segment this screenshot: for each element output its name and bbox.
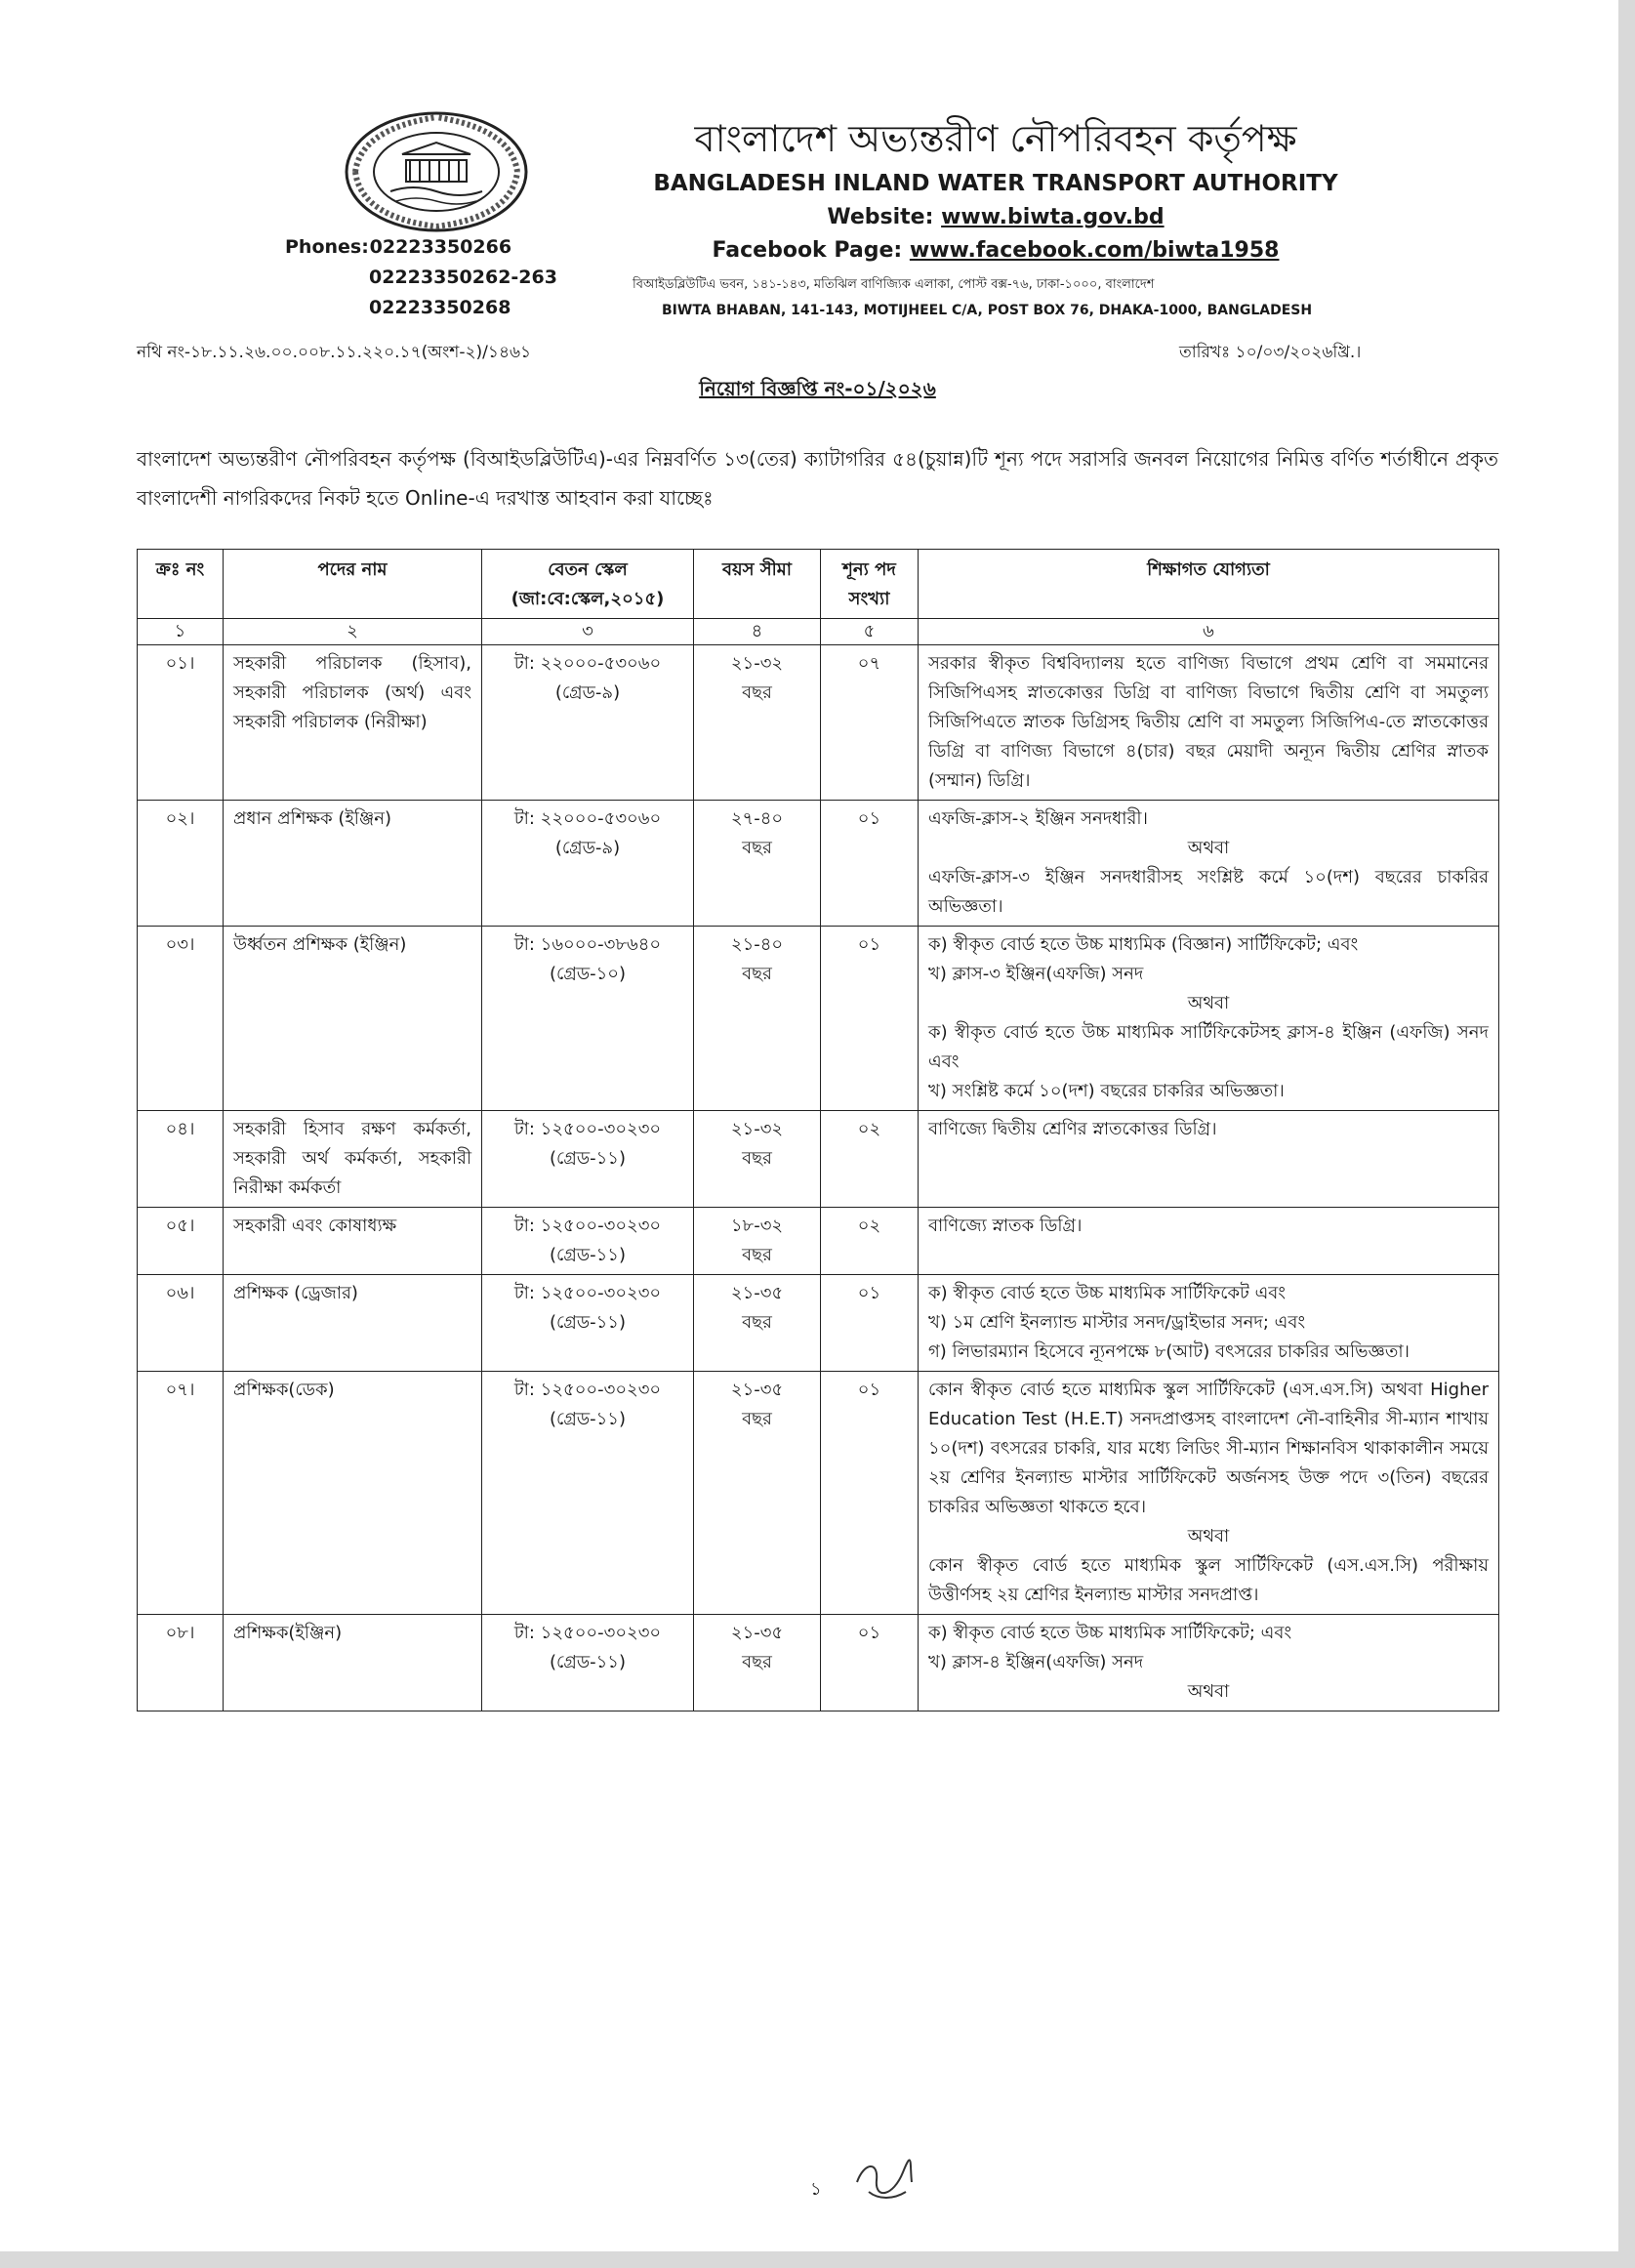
age-range: ২১-৩৫ — [730, 1283, 784, 1303]
age-unit: বছর — [742, 964, 772, 984]
grade: (গ্রেড-১১) — [550, 1148, 626, 1169]
table-row — [138, 1372, 1499, 1615]
facebook-link[interactable]: www.facebook.com/biwta1958 — [909, 238, 1280, 263]
cell-sl: ০১। — [138, 645, 224, 801]
cell-pay-scale — [482, 1372, 694, 1615]
qualification-line: খ) ক্লাস-৩ ইঞ্জিন(এফজি) সনদ — [928, 964, 1144, 984]
grade: (গ্রেড-১১) — [550, 1652, 626, 1672]
cell-sl: ০৮। — [138, 1615, 224, 1711]
qualification-line: কোন স্বীকৃত বোর্ড হতে মাধ্যমিক স্কুল সার্টিফিকেট (এস.এস.সি) পরীক্ষায় উত্তীর্ণসহ ২য় শ্রেণির ইনল্যান্ড মাস্টার সনদপ্রাপ্ত। — [928, 1555, 1489, 1605]
cell-qualification — [919, 1208, 1499, 1275]
cell-qualification — [919, 927, 1499, 1111]
qualification-line: কোন স্বীকৃত বোর্ড হতে মাধ্যমিক স্কুল সার্টিফিকেট (এস.এস.সি) অথবা Higher Education Test (H.E.T) সনদপ্রাপ্তসহ বাংলাদেশ নৌ-বাহিনীর সী-ম্যান শাখায় ১০(দশ) বৎসরের চাকরি, যার মধ্যে লিডিং সী-ম্যান শিক্ষানবিস থাকাকালীন সময়ে ২য় শ্রেণির ইনল্যান্ড মাস্টার সার্টিফিকেট অর্জনসহ উক্ত পদে ৩(তিন) বছরের চাকরির অভিজ্ঞতা থাকতে হবে। — [928, 1380, 1489, 1517]
cell-post: প্রধান প্রশিক্ষক (ইঞ্জিন) — [224, 801, 482, 927]
cell-vacancy: ০৭ — [821, 645, 919, 801]
cell-post: উর্ধ্বতন প্রশিক্ষক (ইঞ্জিন) — [224, 927, 482, 1111]
grade: (গ্রেড-৯) — [554, 682, 621, 703]
cell-pay-scale — [482, 1111, 694, 1208]
page-number: ১ — [810, 2179, 822, 2200]
facebook-line — [644, 234, 1347, 268]
cell-pay-scale — [482, 1275, 694, 1372]
website-label: Website: — [827, 205, 934, 229]
age-unit: বছর — [742, 838, 772, 858]
header-vacancy: শূন্য পদ সংখ্যা — [821, 550, 919, 619]
biwta-seal-logo — [342, 109, 532, 234]
column-number: ৫ — [821, 619, 919, 645]
grade: (গ্রেড-১০) — [550, 964, 626, 984]
cell-age — [694, 927, 821, 1111]
cell-pay-scale — [482, 927, 694, 1111]
header-post: পদের নাম — [224, 550, 482, 619]
phone-number: 02223350266 — [369, 236, 512, 258]
age-unit: বছর — [742, 682, 772, 703]
pay-range: টা: ১২৫০০-৩০২৩০ — [513, 1380, 662, 1400]
scan-edge-right — [1618, 0, 1635, 2268]
scan-edge-bottom — [0, 2251, 1635, 2268]
qualification-line: অথবা — [1187, 838, 1230, 858]
grade: (গ্রেড-১১) — [550, 1245, 626, 1265]
cell-post: সহকারী এবং কোষাধ্যক্ষ — [224, 1208, 482, 1275]
cell-pay-scale — [482, 1208, 694, 1275]
age-range: ২১-৩২ — [730, 1119, 784, 1139]
facebook-label: Facebook Page: — [712, 238, 903, 263]
cell-vacancy: ০১ — [821, 1615, 919, 1711]
website-line — [644, 201, 1347, 234]
qualification-line: খ) সংশ্লিষ্ট কর্মে ১০(দশ) বছরের চাকরির অভিজ্ঞতা। — [928, 1081, 1285, 1101]
table-row — [138, 1111, 1499, 1208]
circular-title: নিয়োগ বিজ্ঞপ্তি নং-০১/২০২৬ — [699, 377, 936, 400]
cell-age — [694, 645, 821, 801]
phone-number: 02223350268 — [369, 297, 511, 318]
phone-number: 02223350262-263 — [369, 267, 557, 288]
header-sl: ক্রঃ নং — [138, 550, 224, 619]
intro-paragraph: বাংলাদেশ অভ্যন্তরীণ নৌপরিবহন কর্তৃপক্ষ (বিআইডব্লিউটিএ)-এর নিম্নবর্ণিত ১৩(তের) ক্যাটাগরির ৫৪(চুয়ান্ন)টি শূন্য পদে সরাসরি জনবল নিয়োগের নিমিত্ত বর্ণিত শর্তাধীনে প্রকৃত বাংলাদেশী নাগরিকদের নিকট হতে Online-এ দরখাস্ত আহবান করা যাচ্ছেঃ — [137, 447, 1498, 510]
cell-post: প্রশিক্ষক(ইঞ্জিন) — [224, 1615, 482, 1711]
pay-range: টা: ২২০০০-৫৩০৬০ — [513, 808, 662, 829]
cell-pay-scale — [482, 645, 694, 801]
age-range: ২১-৩৫ — [730, 1623, 784, 1643]
qualification-line: ক) স্বীকৃত বোর্ড হতে উচ্চ মাধ্যমিক সার্টিফিকেট এবং — [928, 1283, 1287, 1303]
table-row — [138, 1275, 1499, 1372]
cell-post: সহকারী পরিচালক (হিসাব), সহকারী পরিচালক (অর্থ) এবং সহকারী পরিচালক (নিরীক্ষা) — [224, 645, 482, 801]
age-range: ২১-৩৫ — [730, 1380, 784, 1400]
cell-qualification — [919, 1111, 1499, 1208]
age-range: ২১-৪০ — [730, 934, 784, 955]
grade: (গ্রেড-৯) — [554, 838, 621, 858]
vacancy-table — [137, 549, 1499, 1711]
cell-age — [694, 1615, 821, 1711]
cell-qualification — [919, 1275, 1499, 1372]
cell-age — [694, 1208, 821, 1275]
age-unit: বছর — [742, 1245, 772, 1265]
cell-vacancy: ০১ — [821, 1372, 919, 1615]
cell-sl: ০৩। — [138, 927, 224, 1111]
address-bangla: বিআইডব্লিউটিএ ভবন, ১৪১-১৪৩, মতিঝিল বাণিজ্যিক এলাকা, পোস্ট বক্স-৭৬, ঢাকা-১০০০, বাংলাদেশ — [633, 277, 1155, 292]
grade: (গ্রেড-১১) — [550, 1312, 626, 1333]
cell-vacancy: ০২ — [821, 1111, 919, 1208]
cell-sl: ০২। — [138, 801, 224, 927]
qualification-line: অথবা — [1187, 993, 1230, 1013]
phone-block — [285, 232, 557, 323]
pay-range: টা: ১২৫০০-৩০২৩০ — [513, 1216, 662, 1236]
qualification-line: গ) লিভারম্যান হিসেবে ন্যূনপক্ষে ৮(আট) বৎসরের চাকরির অভিজ্ঞতা। — [928, 1341, 1410, 1362]
cell-pay-scale — [482, 801, 694, 927]
org-name-english: BANGLADESH INLAND WATER TRANSPORT AUTHORITY — [653, 171, 1338, 196]
age-range: ২৭-৪০ — [730, 808, 784, 829]
table-row — [138, 927, 1499, 1111]
column-number: ৪ — [694, 619, 821, 645]
header-qualification: শিক্ষাগত যোগ্যতা — [919, 550, 1499, 619]
cell-sl: ০৬। — [138, 1275, 224, 1372]
qualification-line: ক) স্বীকৃত বোর্ড হতে উচ্চ মাধ্যমিক সার্টিফিকেটসহ ক্লাস-৪ ইঞ্জিন (এফজি) সনদ এবং — [928, 1022, 1489, 1072]
cell-age — [694, 1372, 821, 1615]
cell-age — [694, 1111, 821, 1208]
pay-range: টা: ১২৫০০-৩০২৩০ — [513, 1623, 662, 1643]
qualification-line: অথবা — [1187, 1526, 1230, 1546]
cell-vacancy: ০১ — [821, 1275, 919, 1372]
cell-vacancy: ০২ — [821, 1208, 919, 1275]
address-english: BIWTA BHABAN, 141-143, MOTIJHEEL C/A, POST BOX 76, DHAKA-1000, BANGLADESH — [662, 303, 1313, 318]
cell-pay-scale — [482, 1615, 694, 1711]
phones-label: Phones: — [285, 236, 369, 258]
letterhead — [644, 115, 1347, 268]
qualification-line: সরকার স্বীকৃত বিশ্ববিদ্যালয় হতে বাণিজ্য বিভাগে প্রথম শ্রেণি বা সমমানের সিজিপিএসহ স্নাতকোত্তর ডিগ্রি বা বাণিজ্য বিভাগে দ্বিতীয় শ্রেণি বা সমতুল্য সিজিপিএতে স্নাতক ডিগ্রিসহ দ্বিতীয় শ্রেণি বা সমতুল্য সিজিপিএ-তে স্নাতকোত্তর ডিগ্রি বা বাণিজ্য বিভাগে ৪(চার) বছর মেয়াদী অন্যূন দ্বিতীয় শ্রেণির স্নাতক (সম্মান) ডিগ্রি। — [928, 653, 1489, 791]
grade: (গ্রেড-১১) — [550, 1409, 626, 1429]
pay-range: টা: ১২৫০০-৩০২৩০ — [513, 1283, 662, 1303]
website-link[interactable]: www.biwta.gov.bd — [941, 205, 1165, 229]
column-number: ১ — [138, 619, 224, 645]
table-row — [138, 801, 1499, 927]
cell-sl: ০৭। — [138, 1372, 224, 1615]
qualification-line: ক) স্বীকৃত বোর্ড হতে উচ্চ মাধ্যমিক সার্টিফিকেট; এবং — [928, 1623, 1292, 1643]
table-row — [138, 1615, 1499, 1711]
table-row — [138, 1208, 1499, 1275]
issue-date: তারিখঃ ১০/০৩/২০২৬খ্রি.। — [1179, 343, 1362, 362]
cell-qualification — [919, 1615, 1499, 1711]
cell-vacancy: ০১ — [821, 927, 919, 1111]
header-age: বয়স সীমা — [694, 550, 821, 619]
pay-range: টা: ১২৫০০-৩০২৩০ — [513, 1119, 662, 1139]
initials-signature — [849, 2153, 918, 2206]
table-row — [138, 645, 1499, 801]
column-number: ২ — [224, 619, 482, 645]
age-range: ১৮-৩২ — [730, 1216, 784, 1236]
column-number: ৬ — [919, 619, 1499, 645]
age-unit: বছর — [742, 1312, 772, 1333]
cell-post: প্রশিক্ষক (ড্রেজার) — [224, 1275, 482, 1372]
qualification-line: এফজি-ক্লাস-২ ইঞ্জিন সনদধারী। — [928, 808, 1148, 829]
table-header-row — [138, 550, 1499, 619]
age-unit: বছর — [742, 1148, 772, 1169]
age-range: ২১-৩২ — [730, 653, 784, 674]
qualification-line: খ) ১ম শ্রেণি ইনল্যান্ড মাস্টার সনদ/ড্রাইভার সনদ; এবং — [928, 1312, 1306, 1333]
column-number-row — [138, 619, 1499, 645]
org-name-bangla: বাংলাদেশ অভ্যন্তরীণ নৌপরিবহন কর্তৃপক্ষ — [694, 117, 1297, 160]
qualification-line: বাণিজ্যে স্নাতক ডিগ্রি। — [928, 1216, 1083, 1236]
cell-qualification — [919, 801, 1499, 927]
cell-age — [694, 801, 821, 927]
qualification-line: খ) ক্লাস-৪ ইঞ্জিন(এফজি) সনদ — [928, 1652, 1144, 1672]
header-pay-scale: বেতন স্কেল (জা:বে:স্কেল,২০১৫) — [482, 550, 694, 619]
cell-post: প্রশিক্ষক(ডেক) — [224, 1372, 482, 1615]
qualification-line: বাণিজ্যে দ্বিতীয় শ্রেণির স্নাতকোত্তর ডিগ্রি। — [928, 1119, 1217, 1139]
qualification-line: এফজি-ক্লাস-৩ ইঞ্জিন সনদধারীসহ সংশ্লিষ্ট কর্মে ১০(দশ) বছরের চাকরির অভিজ্ঞতা। — [928, 867, 1489, 917]
qualification-line: ক) স্বীকৃত বোর্ড হতে উচ্চ মাধ্যমিক (বিজ্ঞান) সার্টিফিকেট; এবং — [928, 934, 1359, 955]
memo-number: নথি নং-১৮.১১.২৬.০০.০০৮.১১.২২০.১৭(অংশ-২)/১৪৬১ — [137, 343, 532, 362]
cell-sl: ০৫। — [138, 1208, 224, 1275]
cell-post: সহকারী হিসাব রক্ষণ কর্মকর্তা, সহকারী অর্থ কর্মকর্তা, সহকারী নিরীক্ষা কর্মকর্তা — [224, 1111, 482, 1208]
column-number: ৩ — [482, 619, 694, 645]
age-unit: বছর — [742, 1652, 772, 1672]
age-unit: বছর — [742, 1409, 772, 1429]
pay-range: টা: ২২০০০-৫৩০৬০ — [513, 653, 662, 674]
cell-qualification — [919, 645, 1499, 801]
pay-range: টা: ১৬০০০-৩৮৬৪০ — [513, 934, 662, 955]
qualification-line: অথবা — [1187, 1681, 1230, 1702]
cell-age — [694, 1275, 821, 1372]
cell-vacancy: ০১ — [821, 801, 919, 927]
cell-qualification — [919, 1372, 1499, 1615]
cell-sl: ০৪। — [138, 1111, 224, 1208]
